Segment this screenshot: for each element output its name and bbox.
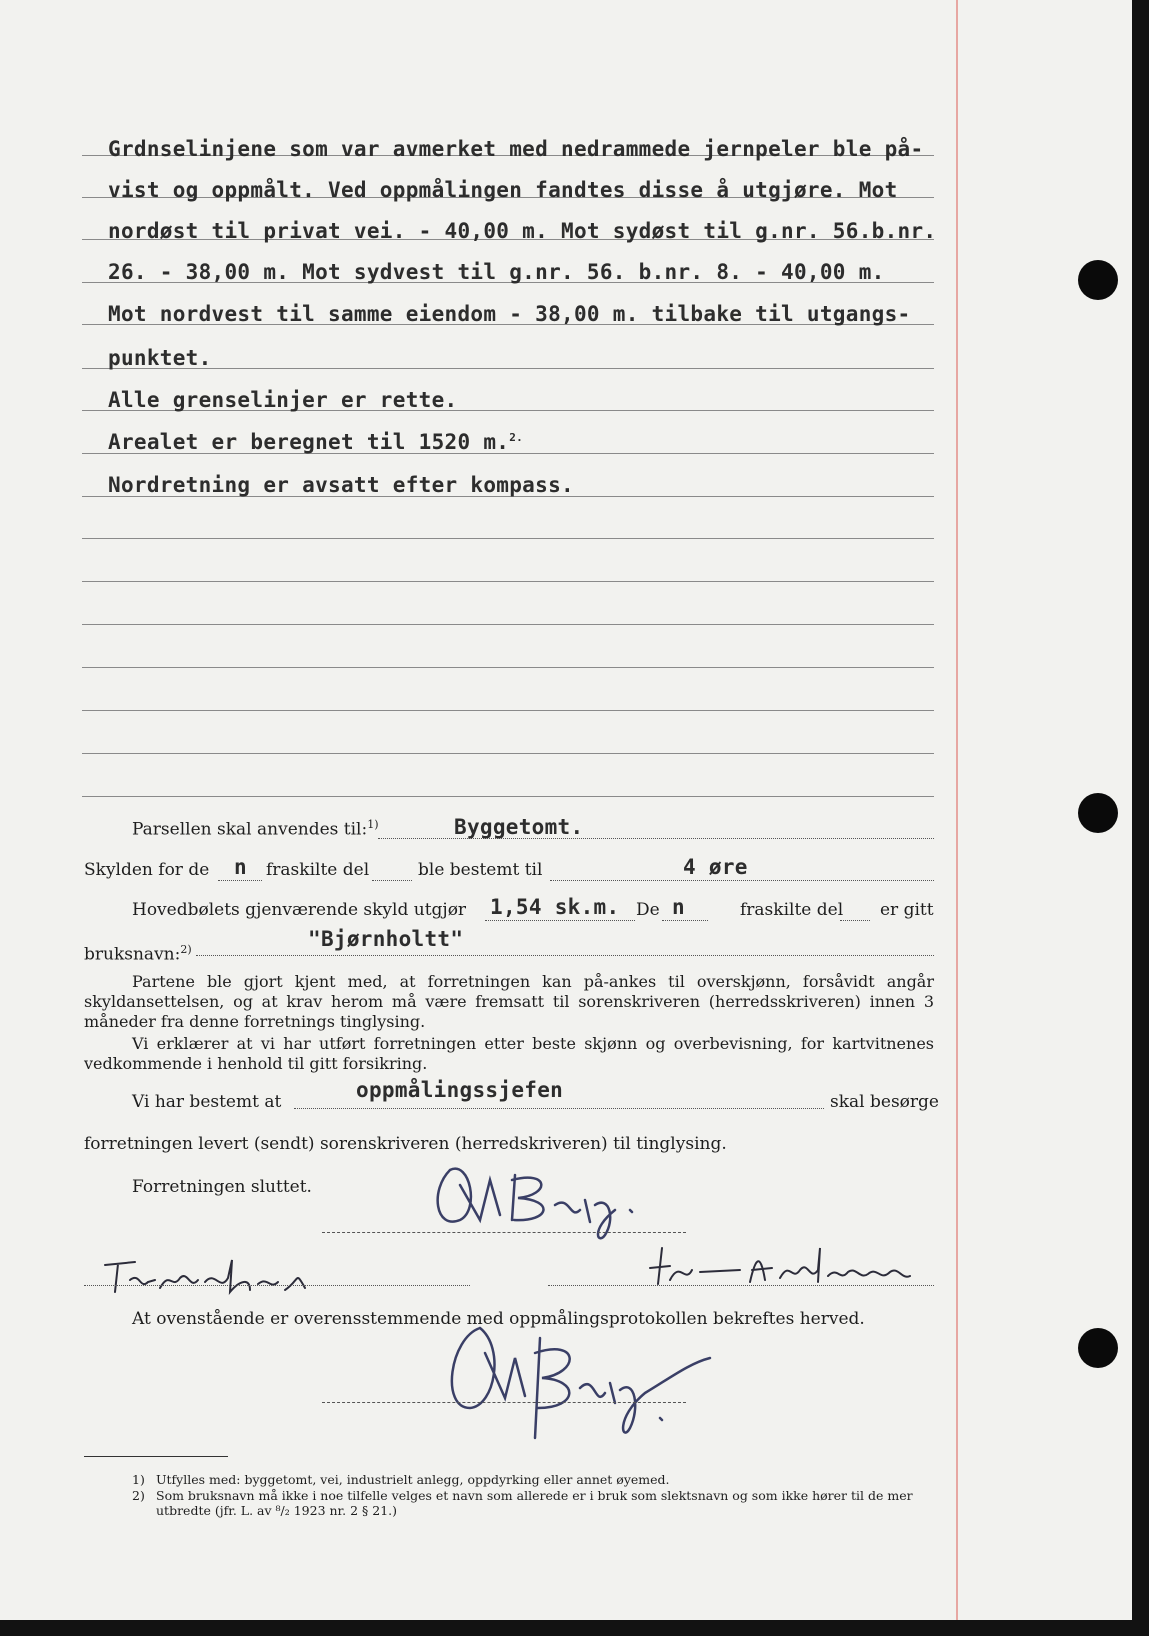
hovedbol-line	[485, 920, 635, 921]
footnote-1-text: Utfylles med: byggetomt, vei, industrielt anlegg, oppdyrking eller annet øyemed.	[156, 1472, 670, 1487]
skylden-n-line	[218, 880, 262, 881]
scan-border-bottom	[0, 1620, 1149, 1636]
punch-hole-top	[1078, 260, 1118, 300]
erklaerer-paragraph: Vi erklærer at vi har utført forretningen etter beste skjønn og overbevisning, for kartvitnenes vedkommende i henhold til gitt forsikring.	[84, 1034, 934, 1073]
rule-line	[82, 624, 934, 625]
skylden-fraskilte: fraskilte del	[266, 860, 370, 880]
signature-line-top	[322, 1232, 686, 1233]
typed-line: nordøst til privat vei. - 40,00 m. Mot sydøst til g.nr. 56.b.nr.	[108, 219, 937, 243]
signature-line-bottom	[322, 1402, 686, 1403]
rule-line	[82, 753, 934, 754]
rule-line	[82, 667, 934, 668]
bestemt-line	[294, 1108, 824, 1109]
scan-border-right	[1132, 0, 1149, 1636]
skylden-del-line	[372, 880, 412, 881]
skylden-value: 4 øre	[683, 855, 748, 879]
skylden-n: n	[234, 855, 247, 879]
hovedbol-n-line	[662, 920, 708, 921]
hovedbol-n: n	[672, 895, 685, 919]
skylden-value-line	[550, 880, 934, 881]
bestemt-label: Vi har bestemt at	[132, 1092, 282, 1112]
skylden-bestemt: ble bestemt til	[418, 860, 543, 880]
typed-line: vist og oppmålt. Ved oppmålingen fandtes disse å utgjøre. Mot	[108, 178, 898, 202]
area-superscript: 2.	[509, 431, 524, 444]
parsellen-label: Parsellen skal anvendes til:$^{1)}$	[132, 818, 379, 840]
bruksnavn-label: bruksnavn:$^{2)}$	[84, 943, 192, 965]
punch-hole-middle	[1078, 793, 1118, 833]
hovedbol-fraskilte: fraskilte del	[740, 900, 844, 920]
bekreftes-text: At ovenstående er overensstemmende med oppmålingsprotokollen bekreftes herved.	[132, 1309, 865, 1329]
bruksnavn-value: "Bjørnholtt"	[308, 927, 464, 951]
signature-line-right	[548, 1285, 934, 1286]
typed-line: Nordretning er avsatt efter kompass.	[108, 473, 574, 497]
hovedbol-de: De	[636, 900, 660, 920]
levert-text: forretningen levert (sendt) sorenskriveren (herredskriveren) til tinglysing.	[84, 1134, 727, 1154]
hovedbol-value: 1,54 sk.m.	[490, 895, 620, 919]
punch-hole-bottom	[1078, 1328, 1118, 1368]
bestemt-tail: skal besørge	[830, 1092, 939, 1112]
hovedbol-er-gitt: er gitt	[880, 900, 934, 920]
typed-line: Grdnselinjene som var avmerket med nedrammede jernpeler ble på-	[108, 137, 924, 161]
hovedbol-label: Hovedbølets gjenværende skyld utgjør	[132, 900, 467, 920]
typed-line: Mot nordvest til samme eiendom - 38,00 m. tilbake til utgangs-	[108, 302, 911, 326]
footnote-rule	[84, 1456, 228, 1457]
signature-oppmalingssjef	[420, 1150, 700, 1240]
signature-line-left	[84, 1285, 470, 1286]
bestemt-value: oppmålingssjefen	[356, 1078, 564, 1102]
typed-line: punktet.	[108, 346, 212, 370]
ankes-paragraph: Partene ble gjort kjent med, at forretningen kan på-ankes til overskjønn, forsåvidt angår skyldansettelsen, og at krav herom må være fremsatt til sorenskriveren (herredsskriveren) innen 3 måneder fra denne forretnings tinglysing.	[84, 972, 934, 1031]
signature-left-witness	[100, 1250, 320, 1300]
hovedbol-del-line	[840, 920, 870, 921]
signature-right-witness	[640, 1240, 920, 1290]
rule-line	[82, 796, 934, 797]
footnote-2-mark: 2)	[132, 1488, 145, 1503]
footnote-2-text: Som bruksnavn må ikke i noe tilfelle velges et navn som allerede er i bruk som slektsnavn og som ikke hører til de mer utbredte (jfr. L. av ⁸/₂ 1923 nr. 2 § 21.)	[156, 1488, 913, 1518]
rule-line	[82, 710, 934, 711]
footnote-1-mark: 1)	[132, 1472, 145, 1487]
sluttet-text: Forretningen sluttet.	[132, 1177, 312, 1197]
area-text: Arealet er beregnet til 1520 m.	[108, 430, 510, 454]
rule-line	[82, 538, 934, 539]
typed-line: Alle grenselinjer er rette.	[108, 388, 458, 412]
typed-line	[108, 430, 523, 454]
skylden-label: Skylden for de	[84, 860, 210, 880]
signature-confirmation	[430, 1318, 760, 1448]
margin-line	[956, 0, 958, 1620]
bruksnavn-line	[196, 955, 934, 956]
footnote-1	[132, 1472, 932, 1487]
footnote-2	[132, 1488, 934, 1518]
typed-line: 26. - 38,00 m. Mot sydvest til g.nr. 56. b.nr. 8. - 40,00 m.	[108, 260, 885, 284]
parsellen-value: Byggetomt.	[454, 815, 584, 839]
rule-line	[82, 581, 934, 582]
